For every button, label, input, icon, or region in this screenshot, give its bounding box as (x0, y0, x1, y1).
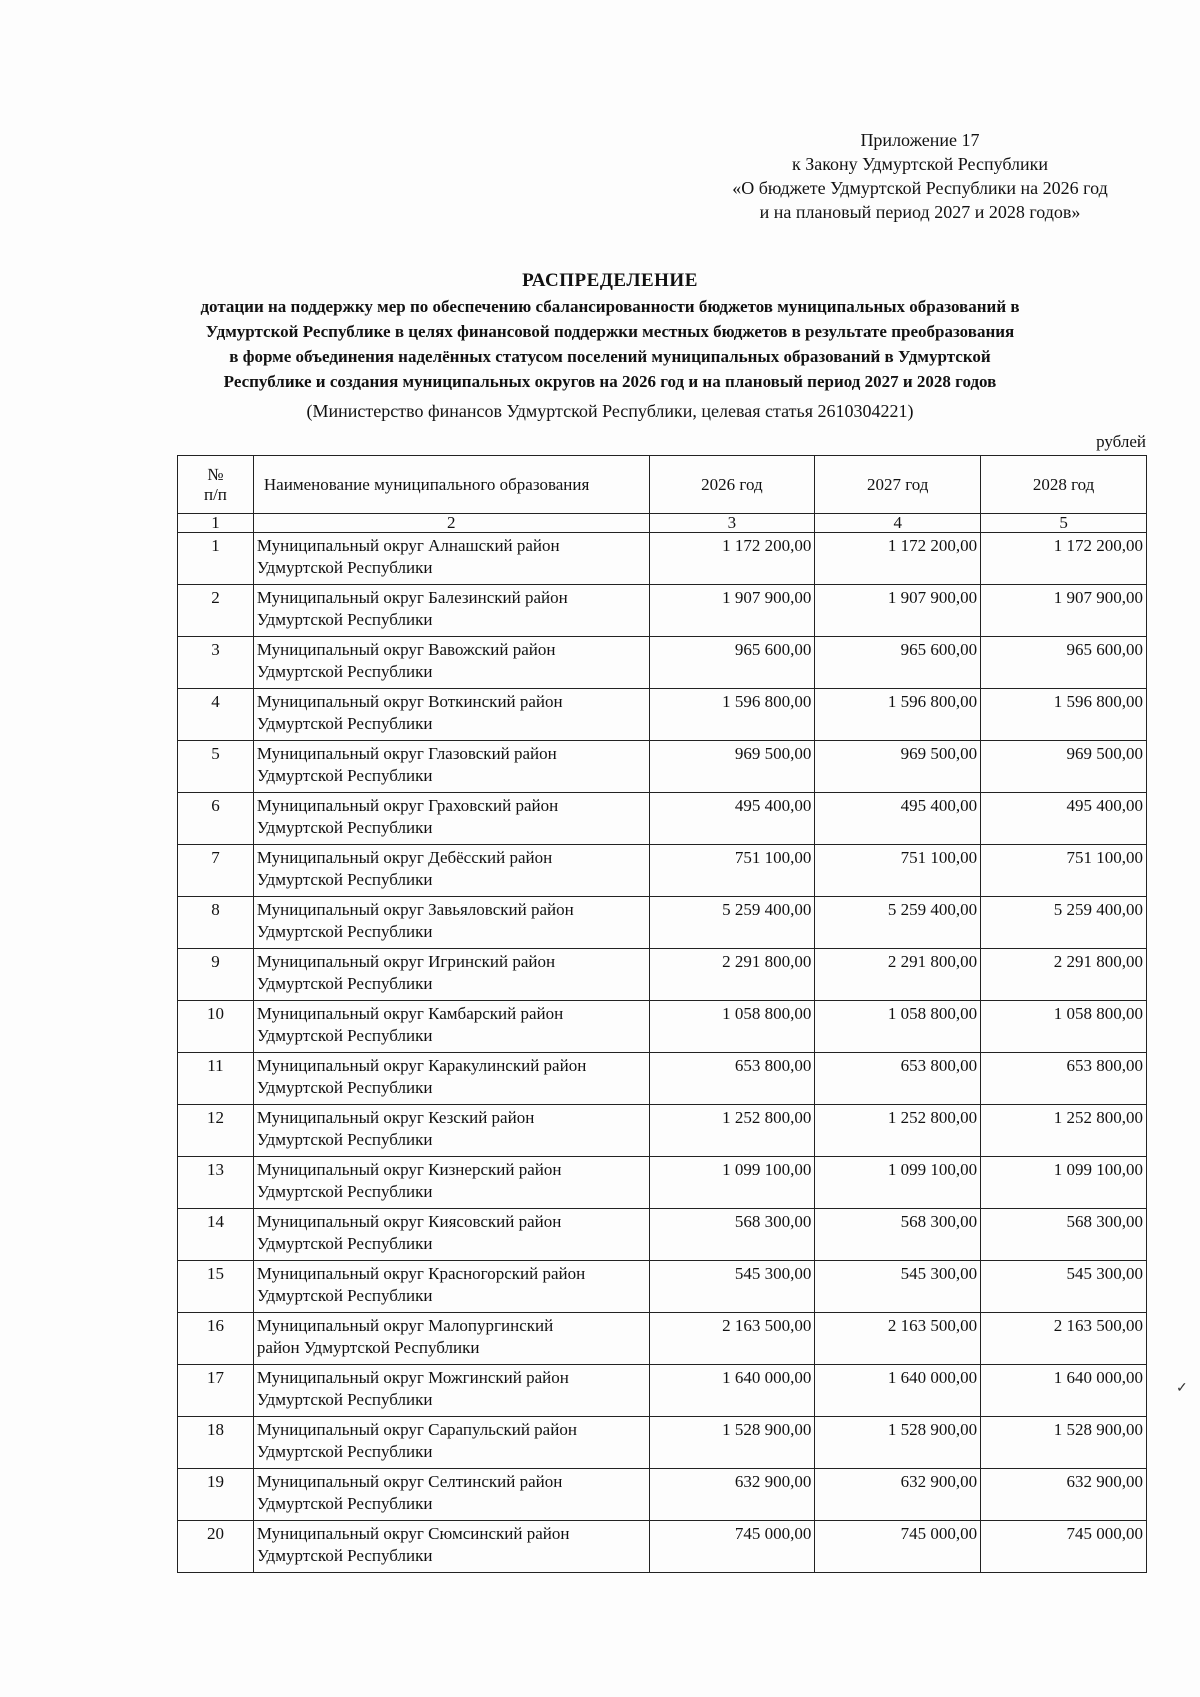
row-number: 2 (178, 585, 254, 637)
row-number: 5 (178, 741, 254, 793)
row-value-2028: 965 600,00 (981, 637, 1147, 689)
row-value-2028: 5 259 400,00 (981, 897, 1147, 949)
row-name-line-1: Муниципальный округ Игринский район (256, 952, 556, 971)
row-value-2027: 745 000,00 (815, 1521, 981, 1573)
row-name-line-2: Удмуртской Республики (256, 1442, 433, 1461)
row-name (253, 1001, 649, 1053)
row-value-2027: 1 596 800,00 (815, 689, 981, 741)
row-name-line-2: Удмуртской Республики (256, 610, 433, 629)
table-row (178, 1209, 1147, 1261)
row-name-line-1: Муниципальный округ Кезский район (256, 1108, 535, 1127)
table-header-row (178, 456, 1147, 514)
row-value-2027: 568 300,00 (815, 1209, 981, 1261)
row-name (253, 1313, 649, 1365)
row-name-line-2: Удмуртской Республики (256, 558, 433, 577)
row-name (253, 1365, 649, 1417)
row-value-2028: 1 596 800,00 (981, 689, 1147, 741)
row-value-2028: 1 172 200,00 (981, 533, 1147, 585)
row-name-line-1: Муниципальный округ Глазовский район (256, 744, 557, 763)
row-name-line-2: район Удмуртской Республики (256, 1338, 480, 1357)
row-name-line-1: Муниципальный округ Киясовский район (256, 1212, 562, 1231)
row-value-2026: 1 528 900,00 (649, 1417, 815, 1469)
row-value-2028: 745 000,00 (981, 1521, 1147, 1573)
row-value-2026: 745 000,00 (649, 1521, 815, 1573)
row-value-2028: 1 907 900,00 (981, 585, 1147, 637)
column-index: 3 (649, 514, 815, 533)
row-name (253, 1209, 649, 1261)
row-number: 17 (178, 1365, 254, 1417)
title-heading: РАСПРЕДЕЛЕНИЕ (522, 270, 698, 291)
row-number: 19 (178, 1469, 254, 1521)
row-value-2027: 1 907 900,00 (815, 585, 981, 637)
row-name-line-2: Удмуртской Республики (256, 974, 433, 993)
row-value-2028: 1 640 000,00 (981, 1365, 1147, 1417)
row-value-2026: 545 300,00 (649, 1261, 815, 1313)
row-name-line-2: Удмуртской Республики (256, 922, 433, 941)
table-row (178, 845, 1147, 897)
row-value-2028: 969 500,00 (981, 741, 1147, 793)
row-name-line-1: Муниципальный округ Балезинский район (256, 588, 568, 607)
row-name-line-1: Муниципальный округ Малопургинский (256, 1316, 554, 1335)
row-name-line-1: Муниципальный округ Завьяловский район (256, 900, 574, 919)
row-name (253, 949, 649, 1001)
row-name (253, 1261, 649, 1313)
row-number: 11 (178, 1053, 254, 1105)
annex-law-period: и на плановый период 2027 и 2028 годов» (759, 202, 1081, 222)
header-2028: 2028 год (981, 456, 1147, 514)
row-name-line-1: Муниципальный округ Каракулинский район (256, 1056, 587, 1075)
row-name (253, 1417, 649, 1469)
row-name-line-2: Удмуртской Республики (256, 818, 433, 837)
annex-law-title: «О бюджете Удмуртской Республики на 2026 год (732, 178, 1108, 198)
row-value-2028: 568 300,00 (981, 1209, 1147, 1261)
row-number: 6 (178, 793, 254, 845)
column-index-row (178, 514, 1147, 533)
table-row (178, 949, 1147, 1001)
row-value-2028: 751 100,00 (981, 845, 1147, 897)
row-value-2028: 1 058 800,00 (981, 1001, 1147, 1053)
row-name-line-1: Муниципальный округ Камбарский район (256, 1004, 564, 1023)
row-number: 8 (178, 897, 254, 949)
row-value-2028: 1 528 900,00 (981, 1417, 1147, 1469)
column-index: 1 (178, 514, 254, 533)
row-number: 14 (178, 1209, 254, 1261)
table-row (178, 1001, 1147, 1053)
table-row (178, 1469, 1147, 1521)
row-name-line-1: Муниципальный округ Селтинский район (256, 1472, 563, 1491)
row-value-2027: 965 600,00 (815, 637, 981, 689)
row-value-2027: 2 163 500,00 (815, 1313, 981, 1365)
row-name-line-2: Удмуртской Республики (256, 1078, 433, 1097)
row-value-2026: 495 400,00 (649, 793, 815, 845)
column-index: 4 (815, 514, 981, 533)
row-value-2026: 2 163 500,00 (649, 1313, 815, 1365)
row-value-2028: 1 099 100,00 (981, 1157, 1147, 1209)
header-2026: 2026 год (649, 456, 815, 514)
row-name-line-2: Удмуртской Республики (256, 714, 433, 733)
row-name-line-2: Удмуртской Республики (256, 1234, 433, 1253)
row-number: 3 (178, 637, 254, 689)
row-value-2028: 2 163 500,00 (981, 1313, 1147, 1365)
row-value-2027: 751 100,00 (815, 845, 981, 897)
row-number: 16 (178, 1313, 254, 1365)
table-row (178, 1261, 1147, 1313)
row-value-2026: 965 600,00 (649, 637, 815, 689)
row-value-2026: 1 596 800,00 (649, 689, 815, 741)
table-row (178, 793, 1147, 845)
annex-law-ref: к Закону Удмуртской Республики (791, 154, 1049, 174)
row-number: 4 (178, 689, 254, 741)
row-number: 1 (178, 533, 254, 585)
row-value-2027: 5 259 400,00 (815, 897, 981, 949)
row-name (253, 1521, 649, 1573)
column-index: 5 (981, 514, 1147, 533)
row-name-line-2: Удмуртской Республики (256, 662, 433, 681)
title-line-4: Республике и создания муниципальных округов на 2026 год и на плановый период 2027 и 2028 годов (223, 372, 997, 391)
row-number: 10 (178, 1001, 254, 1053)
annex-block (690, 128, 1150, 224)
title-line-1: дотации на поддержку мер по обеспечению сбалансированности бюджетов муниципальных образований в (200, 297, 1020, 316)
table-row (178, 689, 1147, 741)
row-value-2027: 545 300,00 (815, 1261, 981, 1313)
row-value-2026: 1 058 800,00 (649, 1001, 815, 1053)
row-name-line-2: Удмуртской Республики (256, 1286, 433, 1305)
row-number: 18 (178, 1417, 254, 1469)
row-value-2027: 632 900,00 (815, 1469, 981, 1521)
row-value-2026: 5 259 400,00 (649, 897, 815, 949)
row-value-2026: 632 900,00 (649, 1469, 815, 1521)
table-row (178, 741, 1147, 793)
table-row (178, 637, 1147, 689)
row-number: 7 (178, 845, 254, 897)
row-name (253, 1053, 649, 1105)
row-name-line-1: Муниципальный округ Дебёсский район (256, 848, 553, 867)
row-name-line-2: Удмуртской Республики (256, 1546, 433, 1565)
row-value-2026: 1 099 100,00 (649, 1157, 815, 1209)
row-name (253, 689, 649, 741)
row-name-line-1: Муниципальный округ Алнашский район (256, 536, 560, 555)
table-row (178, 1365, 1147, 1417)
row-number: 15 (178, 1261, 254, 1313)
annex-number: Приложение 17 (860, 130, 980, 150)
row-name-line-1: Муниципальный округ Можгинский район (256, 1368, 569, 1387)
row-name (253, 897, 649, 949)
row-number: 13 (178, 1157, 254, 1209)
header-2027: 2027 год (815, 456, 981, 514)
row-value-2028: 653 800,00 (981, 1053, 1147, 1105)
table-row (178, 1157, 1147, 1209)
title-note: (Министерство финансов Удмуртской Республики, целевая статья 2610304221) (306, 401, 914, 421)
table-row (178, 1521, 1147, 1573)
row-value-2027: 2 291 800,00 (815, 949, 981, 1001)
row-value-2026: 969 500,00 (649, 741, 815, 793)
header-num: № п/п (178, 456, 254, 514)
row-value-2027: 1 528 900,00 (815, 1417, 981, 1469)
row-value-2026: 1 907 900,00 (649, 585, 815, 637)
column-index: 2 (253, 514, 649, 533)
row-value-2028: 2 291 800,00 (981, 949, 1147, 1001)
row-value-2026: 1 172 200,00 (649, 533, 815, 585)
header-name: Наименование муниципального образования (253, 456, 649, 514)
row-value-2028: 495 400,00 (981, 793, 1147, 845)
row-value-2028: 545 300,00 (981, 1261, 1147, 1313)
row-value-2027: 1 058 800,00 (815, 1001, 981, 1053)
row-name (253, 533, 649, 585)
distribution-table (177, 455, 1147, 1573)
table-row (178, 1105, 1147, 1157)
row-value-2027: 1 099 100,00 (815, 1157, 981, 1209)
row-value-2028: 1 252 800,00 (981, 1105, 1147, 1157)
row-name-line-1: Муниципальный округ Вавожский район (256, 640, 556, 659)
row-value-2026: 568 300,00 (649, 1209, 815, 1261)
row-value-2027: 653 800,00 (815, 1053, 981, 1105)
row-value-2026: 2 291 800,00 (649, 949, 815, 1001)
row-name (253, 793, 649, 845)
row-name-line-1: Муниципальный округ Сюмсинский район (256, 1524, 570, 1543)
table-row (178, 1417, 1147, 1469)
row-value-2026: 653 800,00 (649, 1053, 815, 1105)
row-name-line-2: Удмуртской Республики (256, 1390, 433, 1409)
margin-pen-mark: ✓ (1176, 1381, 1188, 1396)
row-value-2028: 632 900,00 (981, 1469, 1147, 1521)
table-row (178, 585, 1147, 637)
table-row (178, 1053, 1147, 1105)
row-name-line-2: Удмуртской Республики (256, 1130, 433, 1149)
row-name (253, 1105, 649, 1157)
row-name-line-2: Удмуртской Республики (256, 1494, 433, 1513)
row-name-line-1: Муниципальный округ Воткинский район (256, 692, 563, 711)
row-name-line-2: Удмуртской Республики (256, 1026, 433, 1045)
row-value-2026: 1 640 000,00 (649, 1365, 815, 1417)
row-name-line-2: Удмуртской Республики (256, 766, 433, 785)
row-name-line-1: Муниципальный округ Граховский район (256, 796, 559, 815)
row-name (253, 1469, 649, 1521)
table-row (178, 1313, 1147, 1365)
row-name-line-1: Муниципальный округ Красногорский район (256, 1264, 586, 1283)
row-name (253, 1157, 649, 1209)
row-number: 9 (178, 949, 254, 1001)
title-line-3: в форме объединения наделённых статусом поселений муниципальных образований в Удмуртской (229, 347, 991, 366)
row-name-line-2: Удмуртской Республики (256, 870, 433, 889)
row-name (253, 845, 649, 897)
row-name (253, 741, 649, 793)
row-number: 12 (178, 1105, 254, 1157)
currency-unit: рублей (1096, 432, 1146, 451)
row-name (253, 637, 649, 689)
row-name-line-1: Муниципальный округ Кизнерский район (256, 1160, 562, 1179)
table-row (178, 533, 1147, 585)
row-number: 20 (178, 1521, 254, 1573)
row-value-2026: 751 100,00 (649, 845, 815, 897)
row-value-2026: 1 252 800,00 (649, 1105, 815, 1157)
row-value-2027: 1 172 200,00 (815, 533, 981, 585)
document-title (160, 268, 1060, 424)
row-value-2027: 1 252 800,00 (815, 1105, 981, 1157)
title-line-2: Удмуртской Республике в целях финансовой поддержки местных бюджетов в результате преобразования (205, 322, 1015, 341)
table-row (178, 897, 1147, 949)
row-name (253, 585, 649, 637)
row-value-2027: 495 400,00 (815, 793, 981, 845)
row-value-2027: 1 640 000,00 (815, 1365, 981, 1417)
row-value-2027: 969 500,00 (815, 741, 981, 793)
row-name-line-1: Муниципальный округ Сарапульский район (256, 1420, 577, 1439)
row-name-line-2: Удмуртской Республики (256, 1182, 433, 1201)
